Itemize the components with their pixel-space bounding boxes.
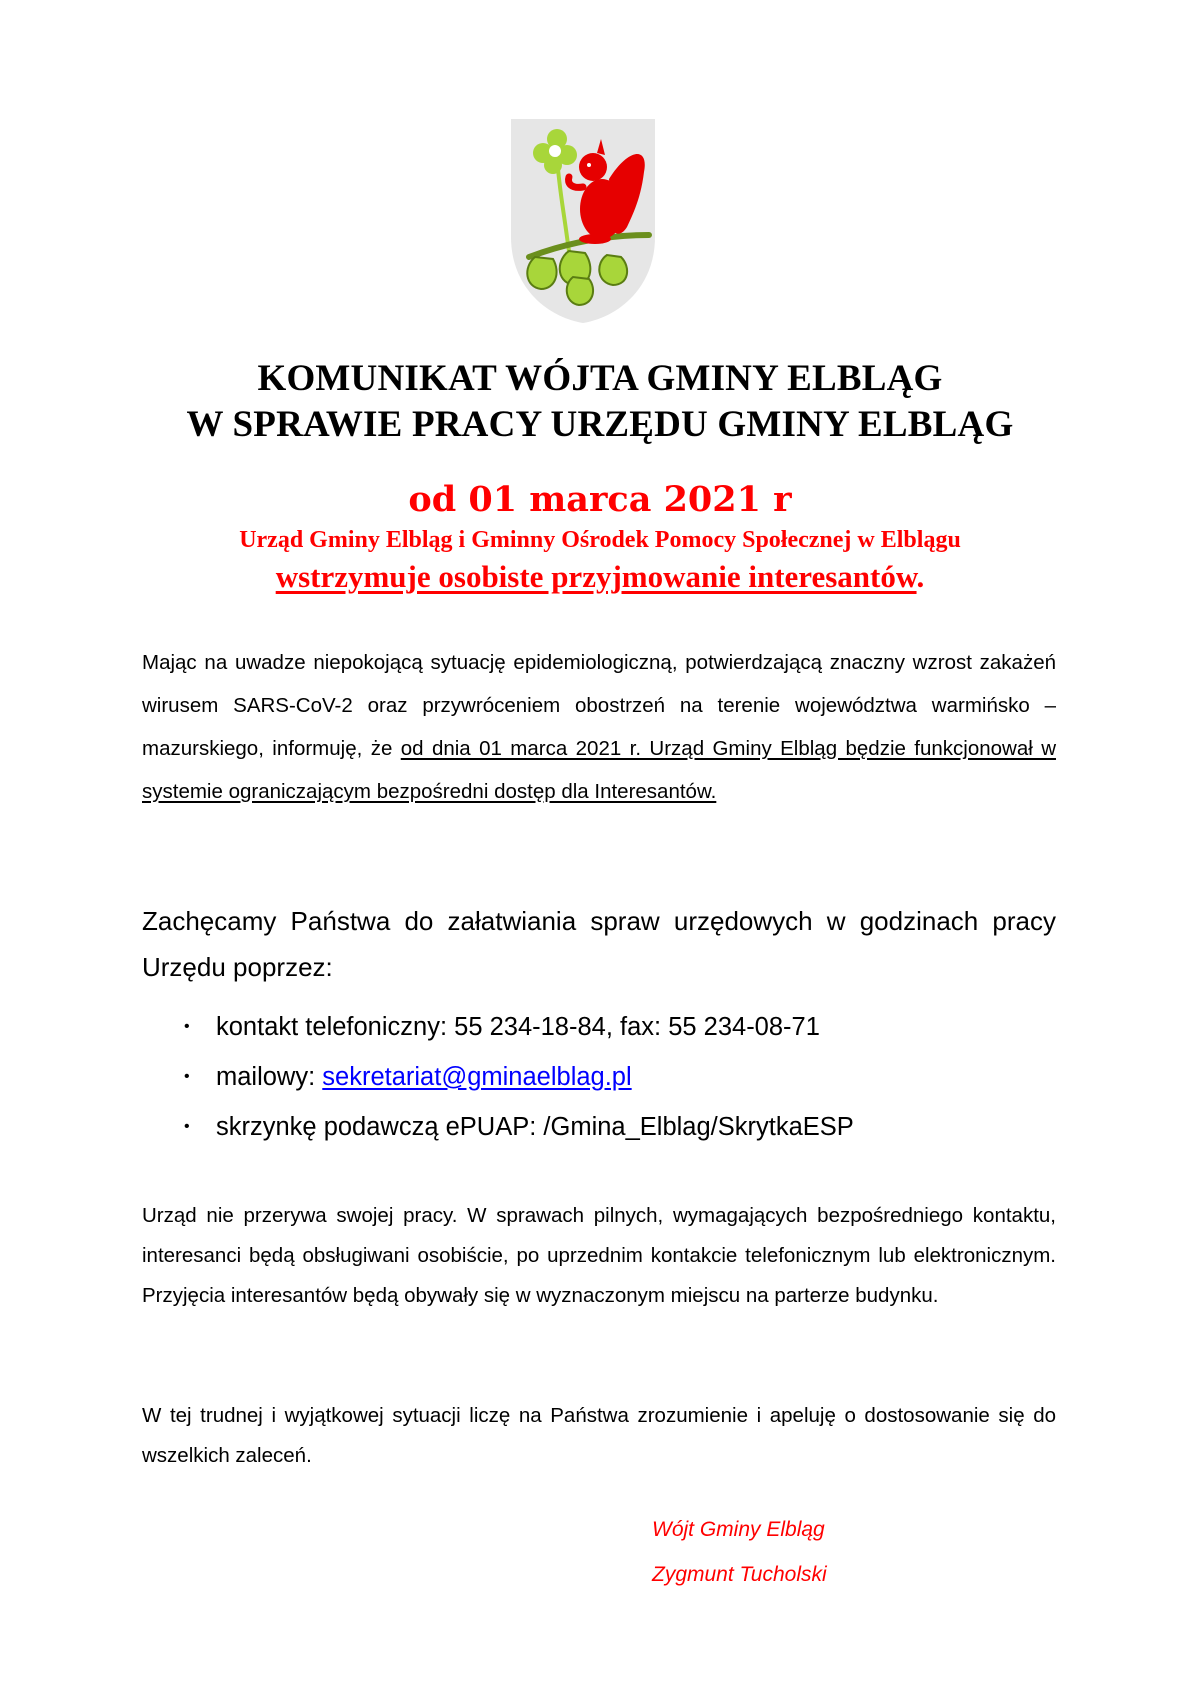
suspension-notice-period: . — [916, 559, 925, 594]
coat-of-arms-icon — [509, 117, 657, 325]
email-link[interactable]: sekretariat@gminaelblag.pl — [322, 1063, 632, 1091]
signature-name: Zygmunt Tucholski — [652, 1563, 827, 1586]
paragraph-encouragement: Zachęcamy Państwa do załatwiania spraw urzędowych w godzinach pracy Urzędu poprzez: — [142, 906, 1056, 982]
effective-date: od 01 marca 2021 r — [408, 479, 792, 520]
phone-label: kontakt telefoniczny: — [216, 1013, 455, 1041]
email-label: mailowy: — [216, 1063, 323, 1091]
bullet-icon: • — [184, 1068, 190, 1085]
contact-item-email — [142, 1052, 1056, 1102]
paragraph-epidemic-text: Mając na uwadze niepokojącą sytuację epidemiologiczną, potwierdzającą znaczny wzrost zakażeń wirusem SARS-CoV-2 oraz przywróceniem obostrzeń na terenie województwa warmińsko – mazurskiego, informuję, że — [142, 651, 1056, 760]
title-line-2: W SPRAWIE PRACY URZĘDU GMINY ELBLĄG — [186, 404, 1014, 445]
office-names: Urząd Gminy Elbląg i Gminny Ośrodek Pomocy Społecznej w Elblągu — [239, 527, 961, 553]
epuap-value: /Gmina_Elblag/SkrytkaESP — [543, 1113, 854, 1141]
bullet-icon: • — [184, 1018, 190, 1035]
paragraph-epidemic-situation — [142, 641, 1056, 813]
epuap-label: skrzynkę podawczą ePUAP: — [216, 1113, 544, 1141]
paragraph-office-working: Urząd nie przerywa swojej pracy. W sprawach pilnych, wymagających bezpośredniego kontaktu, interesanci będą obsługiwani osobiście, po uprzednim kontakcie telefonicznym lub elektronicznym. Przyjęcia interesantów będą obywały się w wyznaczonym miejscu na parterze budynku. — [142, 1204, 1056, 1307]
contact-item-epuap — [142, 1102, 1056, 1152]
suspension-notice — [100, 557, 1100, 597]
bullet-icon: • — [184, 1118, 190, 1135]
phone-value: 55 234-18-84, fax: 55 234-08-71 — [454, 1013, 820, 1041]
paragraph-epidemic-underlined: od dnia 01 marca 2021 r. Urząd Gminy Elbląg będzie funkcjonował w systemie ograniczającym bezpośredni dostęp dla Interesantów. — [142, 737, 1057, 803]
contact-list — [142, 1002, 1056, 1152]
signature-role: Wójt Gminy Elbląg — [652, 1518, 825, 1541]
paragraph-appeal: W tej trudnej i wyjątkowej sytuacji liczę na Państwa zrozumienie i apeluję o dostosowanie się do wszelkich zaleceń. — [142, 1404, 1056, 1467]
title-line-1: KOMUNIKAT WÓJTA GMINY ELBLĄG — [257, 358, 943, 399]
suspension-notice-text: wstrzymuje osobiste przyjmowanie interesantów — [275, 559, 917, 594]
contact-item-phone — [142, 1002, 1056, 1052]
